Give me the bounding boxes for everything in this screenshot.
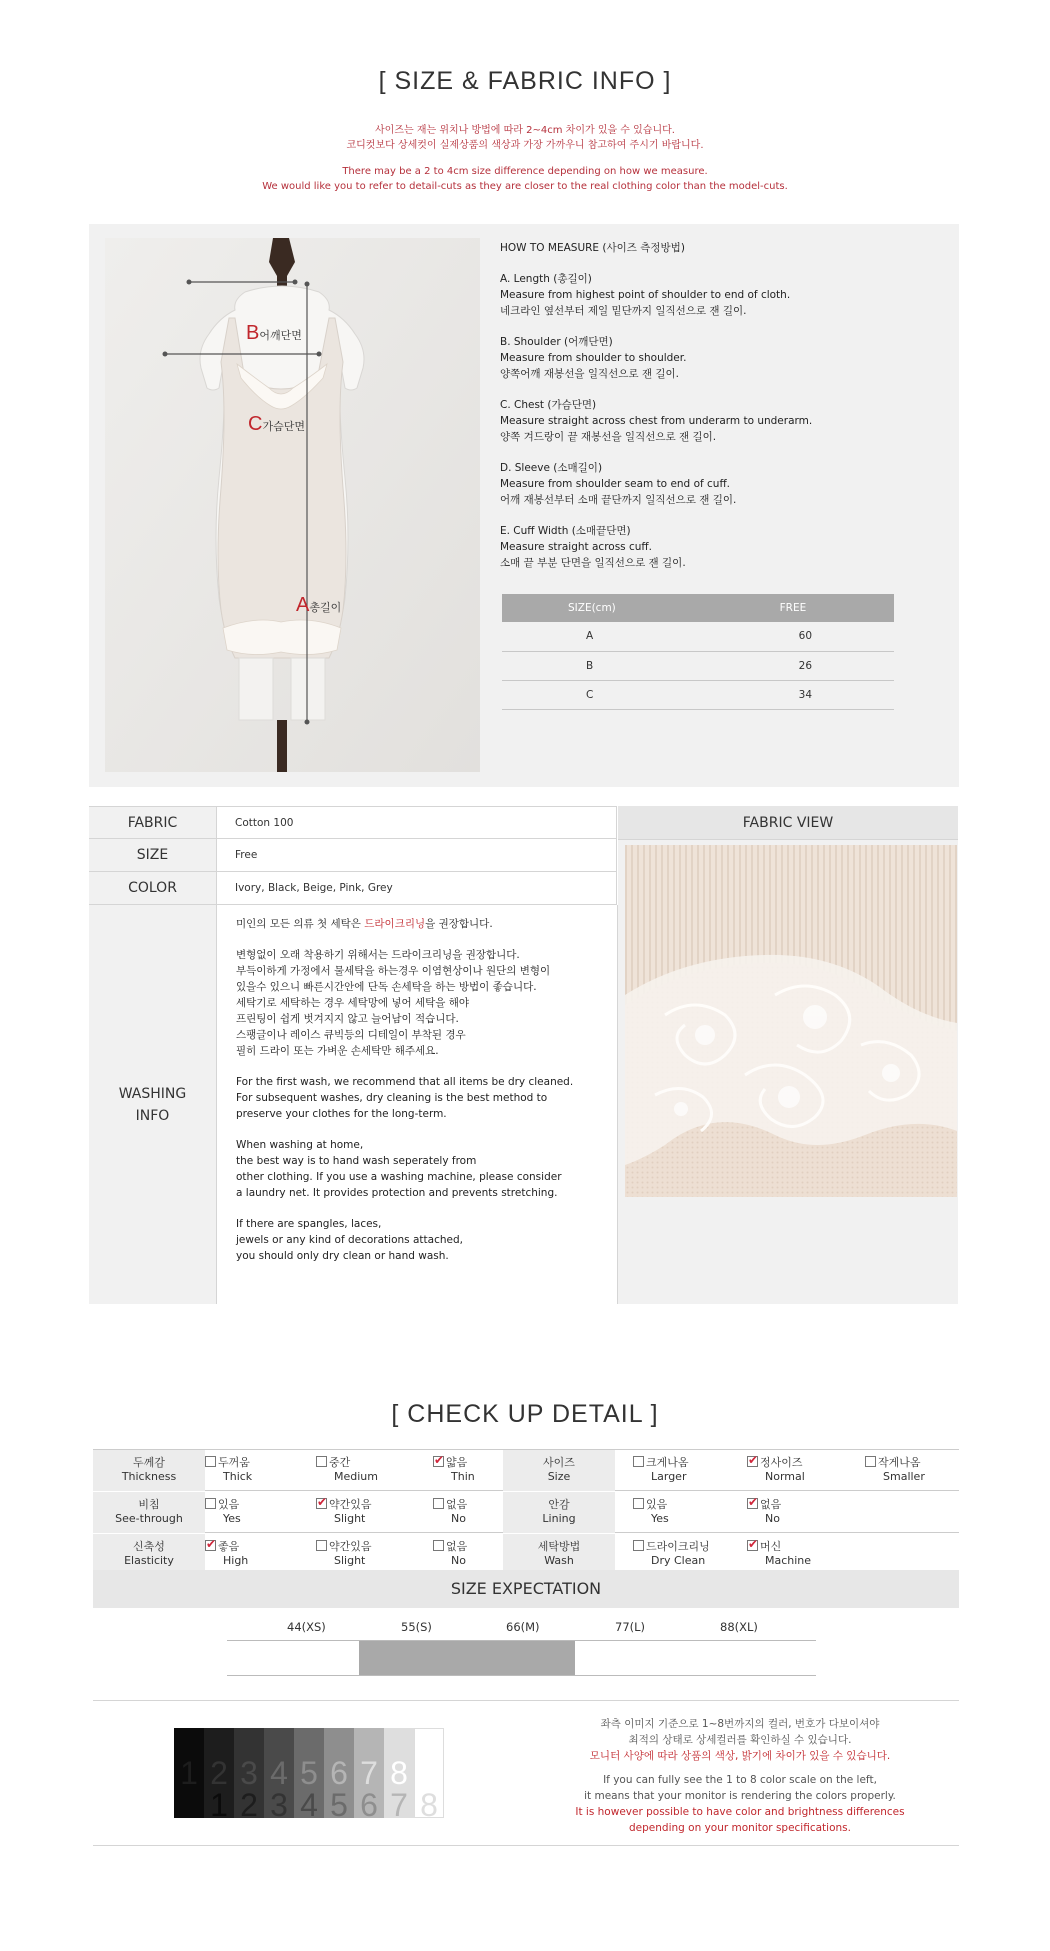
scale-number-bottom: 5 [330, 1787, 348, 1823]
washing-intro-text: 을 권장합니다. [425, 918, 493, 930]
category-ko: 두께감 [133, 1456, 165, 1469]
monitor-note-line: 최적의 상태로 상세컬러를 확인하실 수 있습니다. [628, 1734, 852, 1746]
monitor-notice [520, 1716, 960, 1836]
scale-number-bottom: 1 [210, 1787, 228, 1823]
label-a-length [296, 594, 341, 617]
option-ko: 얇음 [446, 1456, 468, 1469]
checkbox-icon[interactable] [433, 1498, 444, 1509]
measure-item-ko: 소매 끝 부분 단면을 일직선으로 잰 길이. [500, 557, 686, 569]
option-ko: 있음 [646, 1498, 668, 1511]
scale-number-top: 2 [210, 1755, 228, 1791]
fabric-view-title: FABRIC VIEW [618, 806, 958, 840]
scale-number-top: 5 [300, 1755, 318, 1791]
size-table-header-cell: FREE [697, 594, 894, 622]
washing-info-label [89, 905, 217, 1304]
check-category-elasticity [93, 1534, 205, 1575]
checkbox-checked-icon[interactable] [747, 1456, 758, 1467]
option-smaller[interactable] [865, 1456, 925, 1484]
measure-item-en: Measure from shoulder seam to end of cuff. [500, 478, 731, 490]
washing-instructions [236, 916, 611, 1279]
option-see-through-slight[interactable] [316, 1498, 372, 1526]
measure-item-en: Measure from highest point of shoulder to end of cloth. [500, 289, 791, 301]
option-en: No [451, 1554, 466, 1567]
scale-number-bottom: 3 [270, 1787, 288, 1823]
washing-ko-line: 변형없이 오래 착용하기 위해서는 드라이크리닝을 권장합니다. [236, 949, 520, 961]
washing-ko-line: 있을수 있으니 빠른시간안에 단독 손세탁을 하는 방법이 좋습니다. [236, 981, 537, 993]
option-en: High [223, 1554, 249, 1567]
notice-ko-line: 코디컷보다 상세컷이 실제상품의 색상과 가장 가까우니 참고하여 주시기 바랍니다. [346, 140, 704, 151]
category-ko: 신축성 [133, 1540, 165, 1553]
washing-en-line: preserve your clothes for the long-term. [236, 1108, 447, 1120]
fabric-label: FABRIC [89, 807, 217, 839]
color-label: COLOR [89, 872, 217, 905]
checkbox-icon[interactable] [433, 1540, 444, 1551]
category-en: Elasticity [124, 1554, 174, 1567]
size-table-cell: 60 [697, 622, 894, 651]
label-letter-c: C [248, 413, 263, 435]
washing-intro-highlight: 드라이크리닝 [364, 918, 426, 930]
monitor-note-warning: It is however possible to have color and brightness differences [575, 1806, 905, 1818]
checkbox-icon[interactable] [633, 1498, 644, 1509]
monitor-note-warning: depending on your monitor specifications. [629, 1822, 851, 1834]
section-title-check-detail: [ CHECK UP DETAIL ] [391, 1400, 659, 1428]
color-scale-bottom-divider [93, 1845, 959, 1846]
section-title-size-fabric: [ SIZE & FABRIC INFO ] [378, 67, 672, 95]
washing-label-line: INFO [135, 1107, 170, 1124]
table-row [502, 680, 894, 709]
size-table-header [502, 594, 894, 622]
checkbox-icon[interactable] [633, 1456, 644, 1467]
size-scale-label: 66(M) [506, 1620, 540, 1634]
option-en: Yes [223, 1512, 241, 1525]
category-ko: 세탁방법 [537, 1540, 581, 1553]
washing-intro-text: 미인의 모든 의류 첫 세탁은 [236, 918, 365, 930]
option-en: Smaller [883, 1470, 925, 1483]
mannequin-illustration [105, 238, 480, 772]
monitor-note-warning: 모니터 사양에 따라 상품의 색상, 밝기에 차이가 있을 수 있습니다. [589, 1750, 891, 1762]
option-ko: 머신 [760, 1540, 782, 1553]
washing-ko-line: 세탁기로 세탁하는 경우 세탁망에 넣어 세탁을 해야 [236, 997, 470, 1009]
label-text-c: 가슴단면 [262, 420, 305, 433]
category-ko: 비침 [138, 1498, 160, 1511]
monitor-note-line: 좌측 이미지 기준으로 1~8번까지의 컬러, 번호가 다보이셔야 [600, 1718, 880, 1730]
scale-number-bottom: 6 [360, 1787, 378, 1823]
size-label: SIZE [89, 839, 217, 872]
scale-number-top: 6 [330, 1755, 348, 1791]
scale-number-top: 3 [240, 1755, 258, 1791]
check-category-wash [503, 1534, 615, 1575]
option-dry-clean[interactable] [633, 1540, 710, 1568]
washing-en-line: If there are spangles, laces, [236, 1218, 382, 1230]
washing-ko-line: 스팽글이나 레이스 큐빅등의 디테일이 부착된 경우 [236, 1029, 466, 1041]
measure-item-head: E. Cuff Width (소매끝단면) [500, 525, 631, 537]
checkbox-icon[interactable] [316, 1540, 327, 1551]
scale-number-bottom: 8 [420, 1787, 438, 1823]
check-category-size [503, 1450, 615, 1491]
option-ko: 드라이크리닝 [646, 1540, 710, 1553]
measure-item-en: Measure from shoulder to shoulder. [500, 352, 687, 364]
option-en: Medium [334, 1470, 378, 1483]
option-larger[interactable] [633, 1456, 689, 1484]
how-to-measure [500, 240, 920, 586]
fabric-closeup-illustration [625, 845, 957, 1197]
color-value: Ivory, Black, Beige, Pink, Grey [217, 872, 617, 905]
check-category-lining [503, 1492, 615, 1533]
notice-ko-line: 사이즈는 재는 위치나 방법에 따라 2~4cm 차이가 있을 수 있습니다. [375, 125, 675, 136]
size-table-header-cell: SIZE(cm) [502, 594, 697, 622]
category-en: Lining [542, 1512, 576, 1525]
checkbox-icon[interactable] [205, 1456, 216, 1467]
category-en: See-through [115, 1512, 183, 1525]
option-ko: 중간 [329, 1456, 351, 1469]
option-ko: 없음 [446, 1498, 468, 1511]
washing-ko-line: 필히 드라이 또는 가벼운 손세탁만 해주세요. [236, 1045, 439, 1057]
size-scale-label: 88(XL) [720, 1620, 758, 1634]
category-en: Wash [544, 1554, 574, 1567]
size-scale-label: 55(S) [401, 1620, 432, 1634]
measure-item-head: C. Chest (가슴단면) [500, 399, 597, 411]
scale-number-top: 8 [390, 1755, 408, 1791]
checkbox-icon[interactable] [205, 1498, 216, 1509]
size-table-cell: B [502, 651, 697, 680]
washing-en-line: you should only dry clean or hand wash. [236, 1250, 449, 1262]
fabric-view-image [625, 845, 957, 1197]
checkbox-icon[interactable] [316, 1456, 327, 1467]
size-notice-ko [0, 123, 1050, 153]
monitor-note-line: it means that your monitor is rendering the colors properly. [584, 1790, 896, 1802]
option-en: Dry Clean [651, 1554, 706, 1567]
option-ko: 두꺼움 [218, 1456, 250, 1469]
option-see-through-no[interactable] [433, 1498, 467, 1526]
option-en: No [765, 1512, 780, 1525]
option-elasticity-slight[interactable] [316, 1540, 372, 1568]
washing-ko-line: 프린팅이 쉽게 벗겨지지 않고 늘어남이 적습니다. [236, 1013, 459, 1025]
option-machine[interactable] [747, 1540, 811, 1568]
measure-item-ko: 네크라인 옆선부터 제일 밑단까지 일직선으로 잰 길이. [500, 305, 747, 317]
scale-number-top: 7 [360, 1755, 378, 1791]
notice-en-line: We would like you to refer to detail-cuts as they are closer to the real clothing color than the model-cuts. [262, 181, 788, 192]
measure-item-head: B. Shoulder (어깨단면) [500, 336, 613, 348]
check-row-seethrough-lining [93, 1492, 959, 1533]
washing-ko-paragraph [236, 947, 611, 1059]
option-en: Thin [451, 1470, 475, 1483]
label-letter-b: B [246, 322, 260, 344]
option-en: Machine [765, 1554, 812, 1567]
measure-item-shoulder [500, 334, 920, 382]
label-letter-a: A [296, 594, 310, 616]
washing-en-line: When washing at home, [236, 1139, 364, 1151]
option-ko: 있음 [218, 1498, 240, 1511]
option-en: Yes [651, 1512, 669, 1525]
scale-number-bottom: 4 [300, 1787, 318, 1823]
table-row [502, 622, 894, 651]
option-en: Slight [334, 1554, 366, 1567]
option-ko: 없음 [446, 1540, 468, 1553]
washing-intro [236, 916, 611, 932]
option-elasticity-no[interactable] [433, 1540, 467, 1568]
category-ko: 사이즈 [543, 1456, 575, 1469]
size-notice-en [0, 164, 1050, 194]
measure-item-head: D. Sleeve (소매길이) [500, 462, 603, 474]
category-en: Size [547, 1470, 571, 1483]
check-row-elasticity-wash [93, 1534, 959, 1575]
option-ko: 약간있음 [329, 1540, 372, 1553]
measure-item-en: Measure straight across cuff. [500, 541, 652, 553]
checkbox-checked-icon[interactable] [747, 1498, 758, 1509]
notice-en-line: There may be a 2 to 4cm size difference depending on how we measure. [342, 166, 708, 177]
option-en: Larger [651, 1470, 687, 1483]
fabric-value: Cotton 100 [217, 807, 617, 839]
monitor-note-spacer [520, 1764, 960, 1772]
size-table-cell: C [502, 680, 697, 709]
size-expectation-track [227, 1640, 816, 1676]
label-c-chest [248, 413, 305, 436]
measure-item-chest [500, 397, 920, 445]
option-en: No [451, 1512, 466, 1525]
scale-number-bottom: 7 [390, 1787, 408, 1823]
option-see-through-yes[interactable] [205, 1498, 241, 1526]
size-range-bar [359, 1641, 575, 1675]
option-ko: 작게나옴 [878, 1456, 921, 1469]
option-lining-no[interactable] [747, 1498, 781, 1526]
scale-number-top: 4 [270, 1755, 288, 1791]
color-scale-top-divider [93, 1700, 959, 1701]
category-en: Thickness [121, 1470, 177, 1483]
size-table-cell: A [502, 622, 697, 651]
option-ko: 없음 [760, 1498, 782, 1511]
option-ko: 약간있음 [329, 1498, 372, 1511]
scale-number-top: 1 [180, 1755, 198, 1791]
check-category-thickness [93, 1450, 205, 1491]
washing-en-line: For the first wash, we recommend that all items be dry cleaned. [236, 1076, 574, 1088]
washing-en-line: jewels or any kind of decorations attached, [236, 1234, 463, 1246]
size-scale-label: 44(XS) [287, 1620, 326, 1634]
washing-en-line: other clothing. If you use a washing machine, please consider [236, 1171, 562, 1183]
size-value: Free [217, 839, 617, 872]
checkbox-icon[interactable] [865, 1456, 876, 1467]
label-text-a: 총길이 [309, 601, 342, 614]
washing-label-line: WASHING [118, 1085, 187, 1102]
monitor-note-line: If you can fully see the 1 to 8 color scale on the left, [603, 1774, 877, 1786]
option-thick[interactable] [205, 1456, 252, 1484]
size-scale-label: 77(L) [615, 1620, 646, 1634]
measure-item-cuff [500, 523, 920, 571]
option-ko: 정사이즈 [760, 1456, 803, 1469]
measure-item-ko: 양쪽 겨드랑이 끝 재봉선을 일직선으로 잰 길이. [500, 431, 717, 443]
option-ko: 좋음 [218, 1540, 240, 1553]
option-normal[interactable] [747, 1456, 805, 1484]
measure-item-head: A. Length (총길이) [500, 273, 592, 285]
check-row-thickness-size [93, 1450, 959, 1491]
measure-item-ko: 양쪽어깨 재봉선을 일직선으로 잰 길이. [500, 368, 679, 380]
mannequin-photo [105, 238, 480, 772]
washing-en-paragraph-3 [236, 1216, 611, 1264]
table-row [502, 651, 894, 680]
washing-en-paragraph-1 [236, 1074, 611, 1122]
washing-en-line: For subsequent washes, dry cleaning is the best method to [236, 1092, 548, 1104]
washing-en-paragraph-2 [236, 1137, 611, 1201]
category-ko: 안감 [548, 1498, 570, 1511]
washing-en-line: the best way is to hand wash seperately from [236, 1155, 477, 1167]
label-text-b: 어깨단면 [259, 329, 302, 342]
checkbox-icon[interactable] [633, 1540, 644, 1551]
size-table-cell: 34 [697, 680, 894, 709]
checkbox-checked-icon[interactable] [433, 1456, 444, 1467]
measure-item-sleeve [500, 460, 920, 508]
checkbox-checked-icon[interactable] [747, 1540, 758, 1551]
scale-number-bottom: 2 [240, 1787, 258, 1823]
option-en: Thick [223, 1470, 253, 1483]
label-b-shoulder [246, 322, 302, 345]
checkbox-checked-icon[interactable] [205, 1540, 216, 1551]
option-en: Slight [334, 1512, 366, 1525]
washing-ko-line: 부득이하게 가정에서 물세탁을 하는경우 이염현상이나 원단의 변형이 [236, 965, 551, 977]
checkbox-checked-icon[interactable] [316, 1498, 327, 1509]
option-elasticity-high[interactable] [205, 1540, 248, 1568]
how-to-measure-title: HOW TO MEASURE (사이즈 측정방법) [500, 242, 685, 254]
color-scale-strip [174, 1728, 446, 1823]
size-expectation-title: SIZE EXPECTATION [93, 1570, 959, 1608]
option-thin[interactable] [433, 1456, 475, 1484]
option-ko: 크게나옴 [646, 1456, 689, 1469]
washing-en-line: a laundry net. It provides protection and prevents stretching. [236, 1187, 558, 1199]
size-table-cell: 26 [697, 651, 894, 680]
measure-item-ko: 어깨 재봉선부터 소매 끝단까지 일직선으로 잰 길이. [500, 494, 737, 506]
option-lining-yes[interactable] [633, 1498, 669, 1526]
option-en: Normal [765, 1470, 805, 1483]
option-medium[interactable] [316, 1456, 378, 1484]
size-table [502, 594, 894, 710]
check-category-see-through [93, 1492, 205, 1533]
measure-item-en: Measure straight across chest from underarm to underarm. [500, 415, 813, 427]
measure-item-length [500, 271, 920, 319]
